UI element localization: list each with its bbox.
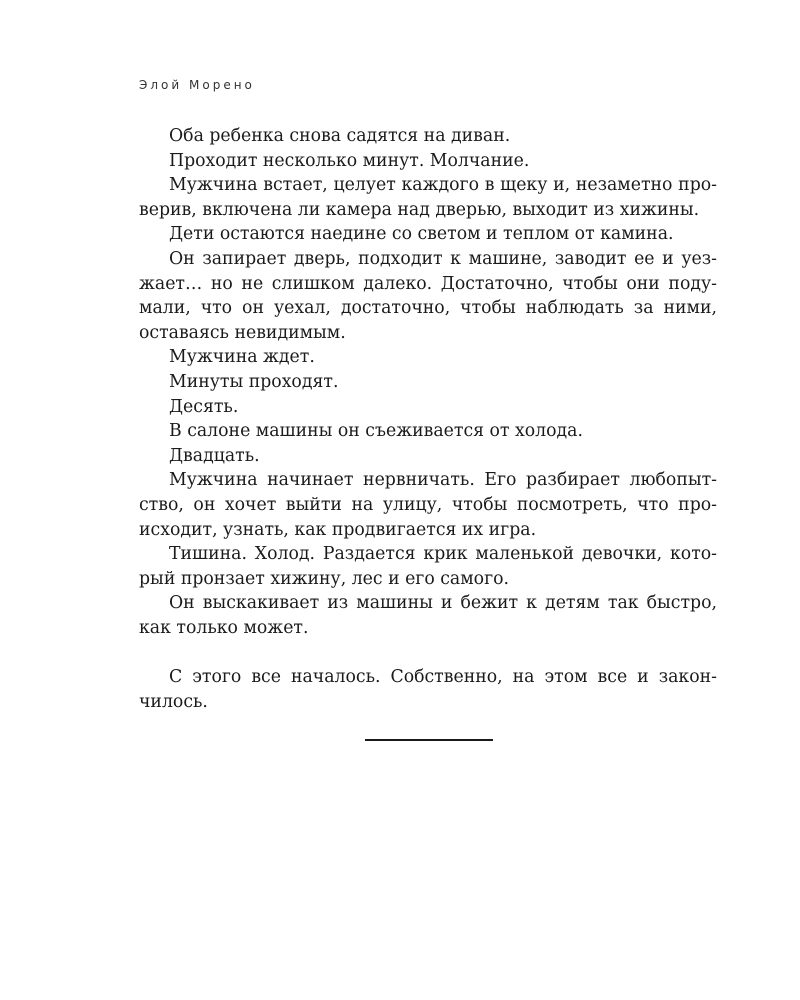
text-line: чилось.: [139, 691, 208, 712]
text-line: Мужчина начинает нервничать. Его разбирает любопыт-: [169, 470, 717, 491]
text-line: Минуты проходят.: [169, 371, 339, 392]
text-line: Двадцать.: [169, 445, 260, 466]
text-line: как только может.: [139, 617, 309, 638]
text-line: Десять.: [169, 396, 239, 417]
text-line: рый пронзает хижину, лес и его самого.: [139, 568, 510, 589]
text-line: В салоне машины он съеживается от холода.: [169, 421, 583, 442]
text-line: Мужчина встает, целует каждого в щеку и, незаметно про-: [169, 175, 717, 196]
text-line: Тишина. Холод. Раздается крик маленькой девочки, кото-: [169, 544, 717, 565]
text-line: Дети остаются наедине со светом и теплом от камина.: [169, 224, 674, 245]
text-line: Оба ребенка снова садятся на диван.: [169, 126, 511, 146]
text-line: ство, он хочет выйти на улицу, чтобы посмотреть, что про-: [139, 494, 717, 515]
text-line: Он выскакивает из машины и бежит к детям так быстро,: [169, 593, 717, 614]
body-text: [139, 124, 717, 714]
text-line: оставаясь невидимым.: [139, 322, 346, 343]
text-line: жает… но не слишком далеко. Достаточно, чтобы они поду-: [139, 273, 717, 294]
text-line: исходит, узнать, как продвигается их игра.: [139, 519, 537, 540]
text-line: Он запирает дверь, подходит к машине, заводит ее и уез-: [169, 248, 717, 269]
text-line: Проходит несколько минут. Молчание.: [169, 150, 530, 171]
text-line: верив, включена ли камера над дверью, выходит из хижины.: [139, 199, 700, 220]
paragraph-gap: [139, 640, 717, 665]
running-header-author: Элой Морено: [139, 78, 255, 92]
text-line: С этого все началось. Собственно, на этом все и закон-: [169, 667, 717, 688]
text-line: мали, что он уехал, достаточно, чтобы наблюдать за ними,: [139, 298, 717, 319]
section-end-rule: [365, 739, 493, 741]
text-line: Мужчина ждет.: [169, 347, 315, 368]
